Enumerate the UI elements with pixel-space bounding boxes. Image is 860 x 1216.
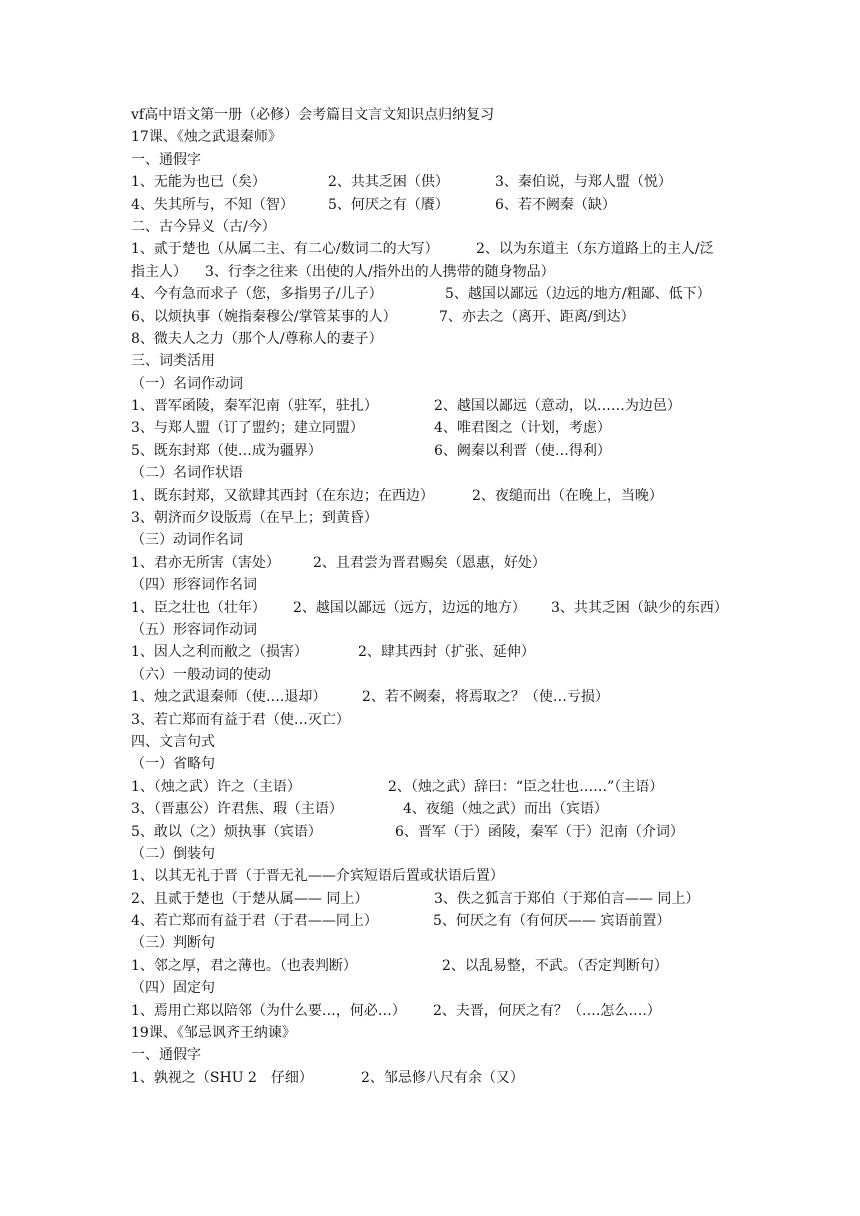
line-segment: 2、肆其西封（扩张、延伸） <box>358 644 535 661</box>
line-segment: 4、夜缒（烛之武）而出（宾语） <box>403 801 608 818</box>
document-line <box>131 350 831 372</box>
line-segment: （三）动词作名词 <box>131 532 243 549</box>
document-line <box>131 865 831 887</box>
document-line <box>131 1000 831 1022</box>
line-segment: 5、何厌之有（餍） <box>328 196 449 213</box>
line-segment: 6、以烦执事（婉指秦穆公/掌管某事的人） <box>131 308 397 325</box>
line-segment: 5、何厌之有（有何厌—— 宾语前置） <box>433 913 671 930</box>
line-segment: 8、微夫人之力（那个人/尊称人的妻子） <box>131 330 383 347</box>
document-line <box>131 798 831 820</box>
line-segment: 1、焉用亡郑以陪邻（为什么要…，何必…） <box>131 1002 406 1019</box>
document-line <box>131 977 831 999</box>
line-segment: 2、邹忌修八尺有余（又） <box>361 1069 524 1086</box>
document-line <box>131 821 831 843</box>
document-body <box>131 104 831 1089</box>
line-segment: 3、朝济而夕设版焉（在早上；到黄昏） <box>131 510 378 527</box>
document-line <box>131 373 831 395</box>
line-segment: 2、共其乏困（供） <box>328 174 449 191</box>
line-segment: 2、且君尝为晋君赐矣（恩惠，好处） <box>313 554 546 571</box>
line-segment: 5、敢以（之）烦执事（宾语） <box>131 823 322 840</box>
line-segment: （二）名词作状语 <box>131 465 243 482</box>
document-line <box>131 417 831 439</box>
document-line <box>131 1044 831 1066</box>
document-line <box>131 776 831 798</box>
document-line <box>131 955 831 977</box>
document-line <box>131 507 831 529</box>
line-segment: （四）形容词作名词 <box>131 577 257 594</box>
document-title <box>131 104 831 126</box>
line-segment: 6、晋军（于）函陵，秦军（于）氾南（介词） <box>395 823 684 840</box>
line-segment: 三、词类活用 <box>131 353 215 370</box>
line-segment: 1、既东封郑，又欲肆其西封（在东边；在西边） <box>131 487 434 504</box>
line-segment: 1、臣之壮也（壮年） <box>131 599 266 616</box>
line-segment: 2、以乱易整，不武。（否定判断句） <box>442 957 668 974</box>
line-segment: 2、越国以鄙远（意动，以……为边邑） <box>434 398 681 415</box>
line-segment: 6、阙秦以利晋（使…得利） <box>434 442 611 459</box>
line-segment: 二、古今异义（古/今） <box>131 218 276 235</box>
line-segment: 1、晋军函陵，秦军氾南（驻军，驻扎） <box>131 398 378 415</box>
document-line <box>131 328 831 350</box>
line-segment: 一、通假字 <box>131 1047 201 1064</box>
line-segment: 3、行李之往来（出使的人/指外出的人携带的随身物品） <box>205 263 555 280</box>
document-line <box>131 171 831 193</box>
line-segment: 1、以其无礼于晋（于晋无礼——介宾短语后置或状语后置） <box>131 868 504 885</box>
document-line <box>131 731 831 753</box>
line-segment: 2、越国以鄙远（远方，边远的地方） <box>293 599 526 616</box>
document-line <box>131 283 831 305</box>
document-line <box>131 485 831 507</box>
line-segment: 指主人） <box>131 263 187 280</box>
line-segment: 1、无能为也已（矣） <box>131 174 266 191</box>
document-line <box>131 619 831 641</box>
line-segment: 2、夜缒而出（在晚上，当晚） <box>472 487 663 504</box>
document-line <box>131 194 831 216</box>
line-segment: 1、孰视之（SHU 2 仔细） <box>131 1069 313 1086</box>
line-segment: 4、若亡郑而有益于君（于君——同上） <box>131 913 378 930</box>
line-segment: 2、若不阙秦，将焉取之？（使…亏损） <box>362 689 609 706</box>
document-line <box>131 149 831 171</box>
document-line <box>131 238 831 260</box>
line-segment: 1、（烛之武）许之（主语） <box>131 778 301 795</box>
document-lines <box>131 126 831 1089</box>
line-segment: 4、唯君图之（计划，考虑） <box>434 420 611 437</box>
line-segment: 19课、《邹忌讽齐王纳谏》 <box>131 1025 296 1042</box>
line-segment: （六）一般动词的使动 <box>131 666 271 683</box>
line-segment: 1、烛之武退秦师（使….退却） <box>131 689 327 706</box>
document-title-text: vf高中语文第一册（必修）会考篇目文言文知识点归纳复习 <box>131 107 495 123</box>
line-segment: （一）省略句 <box>131 756 215 773</box>
document-line <box>131 1067 831 1089</box>
line-segment: 2、（烛之武）辞曰：“臣之壮也……”（主语） <box>388 778 664 795</box>
document-line <box>131 910 831 932</box>
line-segment: 2、夫晋，何厌之有？（….怎么….） <box>433 1002 661 1019</box>
line-segment: 3、共其乏困（缺少的东西） <box>551 599 728 616</box>
document-line <box>131 753 831 775</box>
line-segment: 3、（晋惠公）许君焦、瑕（主语） <box>131 801 343 818</box>
document-line <box>131 664 831 686</box>
line-segment: 2、且贰于楚也（于楚从属—— 同上） <box>131 890 369 907</box>
document-line <box>131 440 831 462</box>
document-line <box>131 529 831 551</box>
line-segment: 1、因人之利而敝之（损害） <box>131 644 308 661</box>
line-segment: 3、佚之狐言于郑伯（于郑伯言—— 同上） <box>434 890 700 907</box>
line-segment: （四）固定句 <box>131 980 215 997</box>
line-segment: 1、君亦无所害（害处） <box>131 554 280 571</box>
document-line <box>131 552 831 574</box>
line-segment: 4、失其所与，不知（智） <box>131 196 294 213</box>
line-segment: 1、贰于楚也（从属二主、有二心/数词二的大写） <box>131 241 439 258</box>
document-line <box>131 395 831 417</box>
document-line <box>131 126 831 148</box>
document-line <box>131 306 831 328</box>
line-segment: 四、文言句式 <box>131 733 215 750</box>
document-line <box>131 261 831 283</box>
line-segment: 3、若亡郑而有益于君（使…灭亡） <box>131 711 350 728</box>
line-segment: （五）形容词作动词 <box>131 621 257 638</box>
line-segment: 一、通假字 <box>131 151 201 168</box>
document-line <box>131 709 831 731</box>
line-segment: 2、以为东道主（东方道路上的主人/泛 <box>476 241 714 258</box>
line-segment: 5、越国以鄙远（边远的地方/粗鄙、低下） <box>445 286 711 303</box>
line-segment: 17课、《烛之武退秦师》 <box>131 129 282 146</box>
line-segment: （三）判断句 <box>131 935 215 952</box>
line-segment: 7、亦去之（离开、距离/到达） <box>439 308 635 325</box>
document-line <box>131 216 831 238</box>
document-line <box>131 462 831 484</box>
line-segment: 4、今有急而求子（您，多指男子/儿子） <box>131 286 383 303</box>
document-line <box>131 597 831 619</box>
line-segment: 6、若不阙秦（缺） <box>495 196 616 213</box>
line-segment: （一）名词作动词 <box>131 375 243 392</box>
line-segment: 1、邻之厚，君之薄也。（也表判断） <box>131 957 357 974</box>
line-segment: 5、既东封郑（使…成为疆界） <box>131 442 322 459</box>
document-line <box>131 641 831 663</box>
document-line <box>131 574 831 596</box>
line-segment: 3、秦伯说，与郑人盟（悦） <box>495 174 672 191</box>
document-line <box>131 843 831 865</box>
document-line <box>131 888 831 910</box>
document-line <box>131 686 831 708</box>
document-line <box>131 932 831 954</box>
document-line <box>131 1022 831 1044</box>
line-segment: 3、与郑人盟（订了盟约；建立同盟） <box>131 420 364 437</box>
line-segment: （二）倒装句 <box>131 845 215 862</box>
